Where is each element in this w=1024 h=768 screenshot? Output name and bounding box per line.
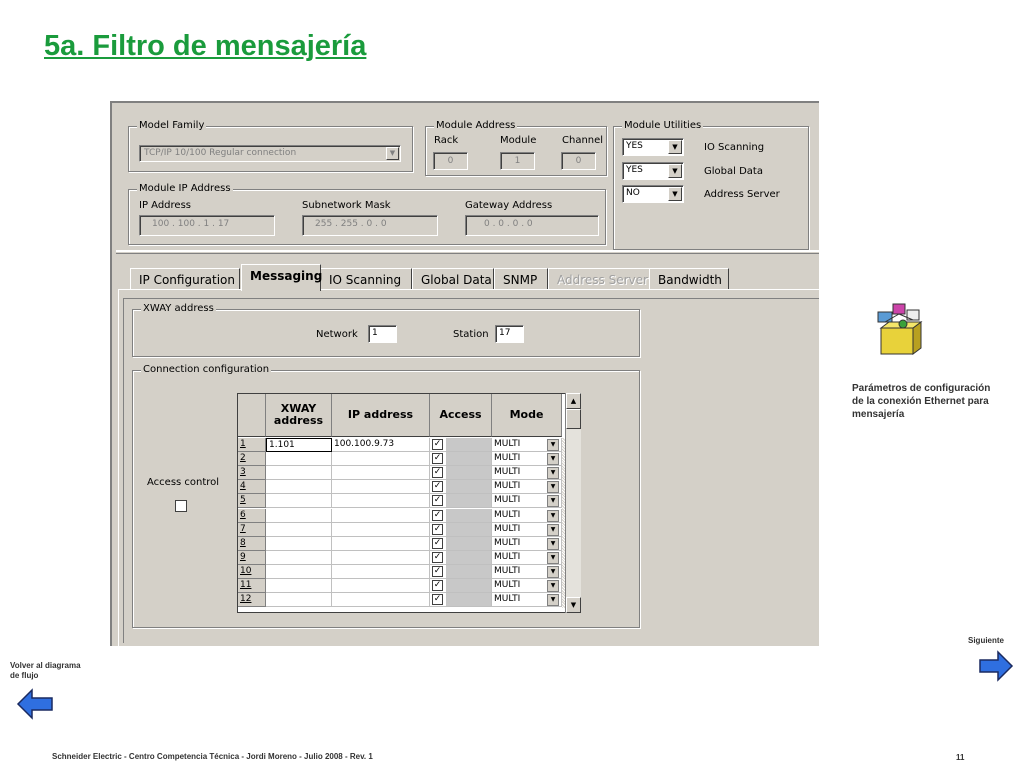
chevron-down-icon[interactable]: ▼ — [547, 439, 559, 451]
access-cell — [430, 494, 492, 508]
column-header[interactable]: IP address — [332, 394, 430, 437]
mode-value: MULTI — [494, 439, 521, 449]
mode-select[interactable] — [492, 509, 562, 523]
tab-snmp[interactable]: SNMP — [494, 268, 548, 290]
scroll-thumb[interactable] — [566, 409, 581, 429]
row-number: 5 — [238, 494, 266, 508]
station-input[interactable]: 17 — [495, 325, 524, 343]
table-row — [238, 438, 579, 452]
row-number: 12 — [238, 593, 266, 607]
chevron-down-icon[interactable]: ▼ — [547, 453, 559, 465]
tab-global-data[interactable]: Global Data — [412, 268, 494, 290]
access-checkbox[interactable]: ✓ — [433, 565, 442, 576]
xway-address-cell[interactable] — [266, 523, 332, 537]
mode-select[interactable] — [492, 579, 562, 593]
table-corner — [238, 394, 266, 437]
gateway-label: Gateway Address — [465, 200, 553, 211]
table-scrollbar[interactable] — [565, 393, 581, 613]
mode-value: MULTI — [494, 453, 521, 464]
station-label: Station — [453, 329, 489, 340]
chevron-down-icon[interactable]: ▼ — [547, 467, 559, 479]
gateway-field: 0 . 0 . 0 . 0 — [465, 215, 599, 236]
model-family-select[interactable] — [139, 145, 401, 162]
mode-value: MULTI — [494, 523, 521, 534]
table-row — [238, 537, 579, 551]
xway-address-cell[interactable] — [266, 452, 332, 466]
access-checkbox[interactable]: ✓ — [433, 495, 442, 506]
module-label: Module — [500, 135, 537, 146]
connection-config-legend: Connection configuration — [143, 364, 270, 375]
table-row — [238, 551, 579, 565]
model-family-group — [128, 120, 413, 172]
mode-value: MULTI — [494, 467, 521, 478]
module-config-panel — [116, 107, 819, 252]
utility-value: NO — [626, 188, 640, 198]
mode-value: MULTI — [494, 551, 521, 562]
tab-io-scanning[interactable]: IO Scanning — [320, 268, 412, 290]
module-address-group — [425, 120, 607, 176]
rack-label: Rack — [434, 135, 459, 146]
xway-address-cell[interactable] — [266, 593, 332, 607]
utility-select[interactable] — [622, 162, 684, 180]
table-row — [238, 466, 579, 480]
utility-label: Global Data — [704, 166, 763, 177]
access-cell — [430, 509, 492, 523]
access-checkbox[interactable]: ✓ — [433, 453, 442, 464]
chevron-down-icon[interactable]: ▼ — [547, 538, 559, 550]
ip-address-cell[interactable] — [332, 551, 430, 565]
row-number: 9 — [238, 551, 266, 565]
network-label: Network — [316, 329, 358, 340]
chevron-down-icon[interactable]: ▼ — [547, 552, 559, 564]
channel-field: 0 — [561, 152, 596, 170]
ip-address-cell[interactable] — [332, 494, 430, 508]
xway-address-cell[interactable] — [266, 466, 332, 480]
chevron-down-icon[interactable]: ▼ — [547, 580, 559, 592]
mode-value: MULTI — [494, 565, 521, 576]
model-family-value: TCP/IP 10/100 Regular connection — [144, 148, 297, 158]
xway-address-cell[interactable] — [266, 509, 332, 523]
access-cell — [430, 579, 492, 593]
xway-address-group — [132, 303, 640, 357]
ip-address-field: 100 . 100 . 1 . 17 — [139, 215, 275, 236]
mode-select[interactable] — [492, 466, 562, 480]
ip-address-cell[interactable] — [332, 537, 430, 551]
ip-address-label: IP Address — [139, 200, 191, 211]
chevron-down-icon[interactable]: ▼ — [668, 164, 682, 178]
mode-select[interactable] — [492, 593, 562, 607]
chevron-down-icon[interactable]: ▼ — [668, 187, 682, 201]
chevron-down-icon[interactable]: ▼ — [547, 566, 559, 578]
access-checkbox[interactable]: ✓ — [433, 481, 442, 492]
rack-field: 0 — [433, 152, 468, 170]
access-checkbox[interactable]: ✓ — [433, 439, 442, 449]
config-window — [110, 101, 819, 646]
table-row — [238, 593, 579, 607]
ip-address-cell[interactable] — [332, 509, 430, 523]
column-header[interactable]: XWAY address — [266, 394, 332, 437]
mode-value: MULTI — [494, 537, 521, 548]
ip-address-cell[interactable] — [332, 466, 430, 480]
row-number: 3 — [238, 466, 266, 480]
subnet-mask-label: Subnetwork Mask — [302, 200, 391, 211]
chevron-down-icon[interactable]: ▼ — [386, 147, 399, 160]
mode-value: MULTI — [494, 495, 521, 506]
mode-select[interactable] — [492, 452, 562, 466]
mode-value: MULTI — [494, 594, 521, 605]
chevron-down-icon[interactable]: ▼ — [668, 140, 682, 154]
ip-address-cell[interactable] — [332, 523, 430, 537]
footer: Schneider Electric - Centro Competencia Técnica - Jordi Moreno - Julio 2008 - Rev. 1 — [52, 752, 373, 761]
xway-address-cell[interactable] — [266, 579, 332, 593]
module-utilities-group — [613, 120, 809, 250]
ip-address-cell[interactable] — [332, 593, 430, 607]
access-cell — [430, 523, 492, 537]
access-checkbox[interactable]: ✓ — [433, 523, 442, 534]
xway-address-legend: XWAY address — [143, 303, 214, 314]
chevron-down-icon[interactable]: ▼ — [547, 495, 559, 507]
next-label: Siguiente — [968, 636, 1005, 645]
access-cell — [430, 438, 492, 452]
access-cell — [430, 537, 492, 551]
access-cell — [430, 593, 492, 607]
mode-value: MULTI — [494, 509, 521, 520]
channel-label: Channel — [562, 135, 604, 146]
mode-select[interactable] — [492, 480, 562, 494]
module-ip-legend: Module IP Address — [139, 183, 231, 194]
mode-select[interactable] — [492, 523, 562, 537]
mode-select[interactable] — [492, 551, 562, 565]
table-row — [238, 509, 579, 523]
mode-value: MULTI — [494, 481, 521, 492]
mode-select[interactable] — [492, 565, 562, 579]
access-cell — [430, 551, 492, 565]
tab-bandwidth[interactable]: Bandwidth — [649, 268, 729, 290]
ip-address-cell[interactable] — [332, 579, 430, 593]
xway-address-cell[interactable] — [266, 494, 332, 508]
utility-select[interactable] — [622, 138, 684, 156]
table-row — [238, 480, 579, 494]
mode-select[interactable] — [492, 537, 562, 551]
access-cell — [430, 452, 492, 466]
next-arrow-icon[interactable] — [978, 650, 1014, 682]
ip-address-cell[interactable] — [332, 452, 430, 466]
access-checkbox[interactable]: ✓ — [433, 580, 442, 590]
network-folder-icon — [873, 300, 925, 358]
xway-address-cell[interactable] — [266, 551, 332, 565]
tab-ip-configuration[interactable]: IP Configuration — [130, 268, 240, 290]
ip-address-cell[interactable]: 100.100.9.73 — [332, 438, 430, 452]
back-arrow-icon[interactable] — [16, 688, 54, 720]
chevron-down-icon[interactable]: ▼ — [547, 481, 559, 493]
utility-value: YES — [626, 141, 643, 151]
tab-address-server: Address Server — [548, 268, 650, 290]
ip-address-cell[interactable] — [332, 480, 430, 494]
scroll-up-icon[interactable]: ▲ — [566, 393, 581, 409]
access-cell — [430, 466, 492, 480]
column-header[interactable]: Mode — [492, 394, 562, 437]
access-checkbox[interactable]: ✓ — [433, 467, 442, 478]
module-ip-group — [128, 183, 606, 245]
access-control-checkbox[interactable] — [175, 500, 187, 512]
connection-table — [237, 393, 580, 613]
chevron-down-icon[interactable]: ▼ — [547, 524, 559, 536]
access-checkbox[interactable]: ✓ — [433, 594, 442, 605]
module-utilities-legend: Module Utilities — [624, 120, 702, 131]
ip-address-cell[interactable] — [332, 565, 430, 579]
chevron-down-icon[interactable]: ▼ — [547, 594, 559, 606]
access-checkbox[interactable]: ✓ — [433, 551, 442, 562]
access-checkbox[interactable]: ✓ — [433, 509, 442, 520]
back-label: Volver al diagrama de flujo — [10, 661, 81, 680]
row-number: 11 — [238, 579, 266, 593]
xway-address-cell[interactable]: 1.101 — [266, 438, 332, 452]
module-address-legend: Module Address — [436, 120, 516, 131]
xway-address-cell[interactable] — [266, 480, 332, 494]
chevron-down-icon[interactable]: ▼ — [547, 510, 559, 522]
table-row — [238, 523, 579, 537]
table-row — [238, 494, 579, 508]
row-number: 8 — [238, 537, 266, 551]
scroll-down-icon[interactable]: ▼ — [566, 597, 581, 613]
access-cell — [430, 480, 492, 494]
row-number: 4 — [238, 480, 266, 494]
row-number: 1 — [238, 438, 266, 452]
model-family-legend: Model Family — [139, 120, 205, 131]
row-number: 6 — [238, 509, 266, 523]
row-number: 10 — [238, 565, 266, 579]
mode-select[interactable] — [492, 438, 562, 452]
table-row — [238, 565, 579, 579]
row-number: 7 — [238, 523, 266, 537]
tab-messaging[interactable]: Messaging — [241, 264, 321, 291]
access-checkbox[interactable]: ✓ — [433, 537, 442, 548]
access-cell — [430, 565, 492, 579]
subnet-mask-field: 255 . 255 . 0 . 0 — [302, 215, 438, 236]
xway-address-cell[interactable] — [266, 565, 332, 579]
row-number: 2 — [238, 452, 266, 466]
utility-select[interactable] — [622, 185, 684, 203]
utility-value: YES — [626, 165, 643, 175]
slide-title: 5a. Filtro de mensajería — [44, 30, 367, 62]
table-row — [238, 452, 579, 466]
page-number: 11 — [956, 753, 965, 762]
xway-address-cell[interactable] — [266, 537, 332, 551]
column-header[interactable]: Access — [430, 394, 492, 437]
mode-value: MULTI — [494, 580, 521, 590]
side-note: Parámetros de configuración de la conexión Ethernet para mensajería — [852, 383, 991, 420]
mode-select[interactable] — [492, 494, 562, 508]
network-input[interactable]: 1 — [368, 325, 397, 343]
utility-label: Address Server — [704, 189, 780, 200]
table-row — [238, 579, 579, 593]
access-control-label: Access control — [147, 477, 220, 488]
module-field: 1 — [500, 152, 535, 170]
utility-label: IO Scanning — [704, 142, 765, 153]
